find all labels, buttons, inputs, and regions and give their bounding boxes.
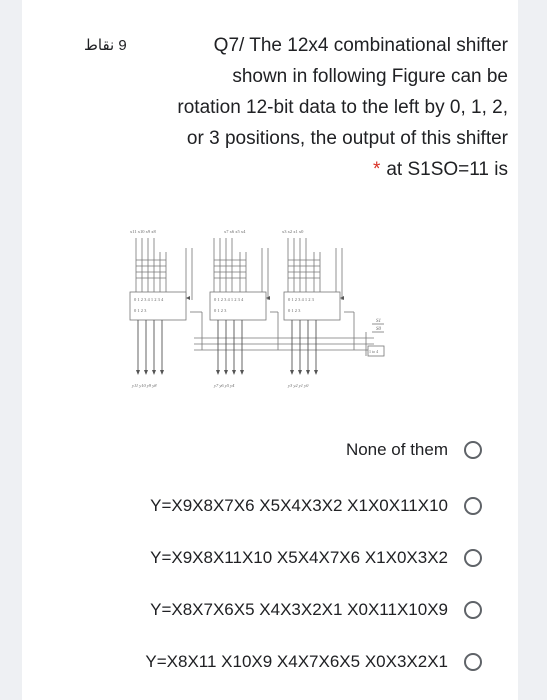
mux-top-label: 0 1 2 3 4 1 2 3 4	[134, 297, 164, 302]
points-label: 9 نقاط	[84, 37, 127, 54]
question-line-text: at S1SO=11 is	[386, 159, 508, 180]
radio-button[interactable]	[464, 497, 482, 515]
mux-bottom-label: 0 1 2 3	[134, 308, 147, 313]
shifter-figure	[122, 212, 390, 412]
radio-button[interactable]	[464, 653, 482, 671]
question-line: or 3 positions, the output of this shifter	[186, 128, 508, 149]
option-label: Y=X9X8X7X6 X5X4X3X2 X1X0X11X10	[150, 496, 448, 515]
question-line	[112, 154, 508, 185]
question-card	[22, 0, 518, 700]
option-2[interactable]	[150, 486, 482, 526]
select-label: S0	[376, 327, 381, 332]
radio-button[interactable]	[464, 549, 482, 567]
mux-top-label: 0 1 2 3 4 1 2 3 4	[214, 297, 244, 302]
option-5[interactable]	[145, 642, 482, 682]
option-label: Y=X8X11 X10X9 X4X7X6X5 X0X3X2X1	[145, 652, 448, 671]
option-label: Y=X9X8X11X10 X5X4X7X6 X1X0X3X2	[150, 548, 448, 567]
output-label: y11 y10 y9 y8	[132, 383, 157, 388]
output-label: y7 y6 y5 y4	[214, 383, 235, 388]
output-label: y3 y2 y1 y0	[288, 383, 309, 388]
mux-bottom-label: 0 1 2 3	[288, 308, 301, 313]
question-line: Q7/ The 12x4 combinational shifter	[213, 35, 508, 56]
required-asterisk: *	[372, 159, 381, 180]
question-line: shown in following Figure can be	[232, 66, 508, 87]
question-text	[112, 30, 508, 185]
input-label: x11 x10 x9 x8	[130, 229, 156, 234]
input-label: x3 x2 x1 x0	[282, 229, 304, 234]
option-4[interactable]	[150, 590, 482, 630]
option-label: Y=X8X7X6X5 X4X3X2X1 X0X11X10X9	[150, 600, 448, 619]
decoder-label: 1 to 4	[369, 349, 379, 354]
select-label: S1	[376, 319, 381, 324]
input-label: x7 x6 x5 x4	[224, 229, 246, 234]
mux-bottom-label: 0 1 2 3	[214, 308, 227, 313]
radio-button[interactable]	[464, 601, 482, 619]
question-line: rotation 12-bit data to the left by 0, 1, 2,	[177, 97, 508, 118]
radio-button[interactable]	[464, 441, 482, 459]
option-none-of-them[interactable]	[346, 430, 482, 470]
option-3[interactable]	[150, 538, 482, 578]
mux-top-label: 0 1 2 3 4 1 2 3	[288, 297, 314, 302]
option-label: None of them	[345, 440, 448, 459]
